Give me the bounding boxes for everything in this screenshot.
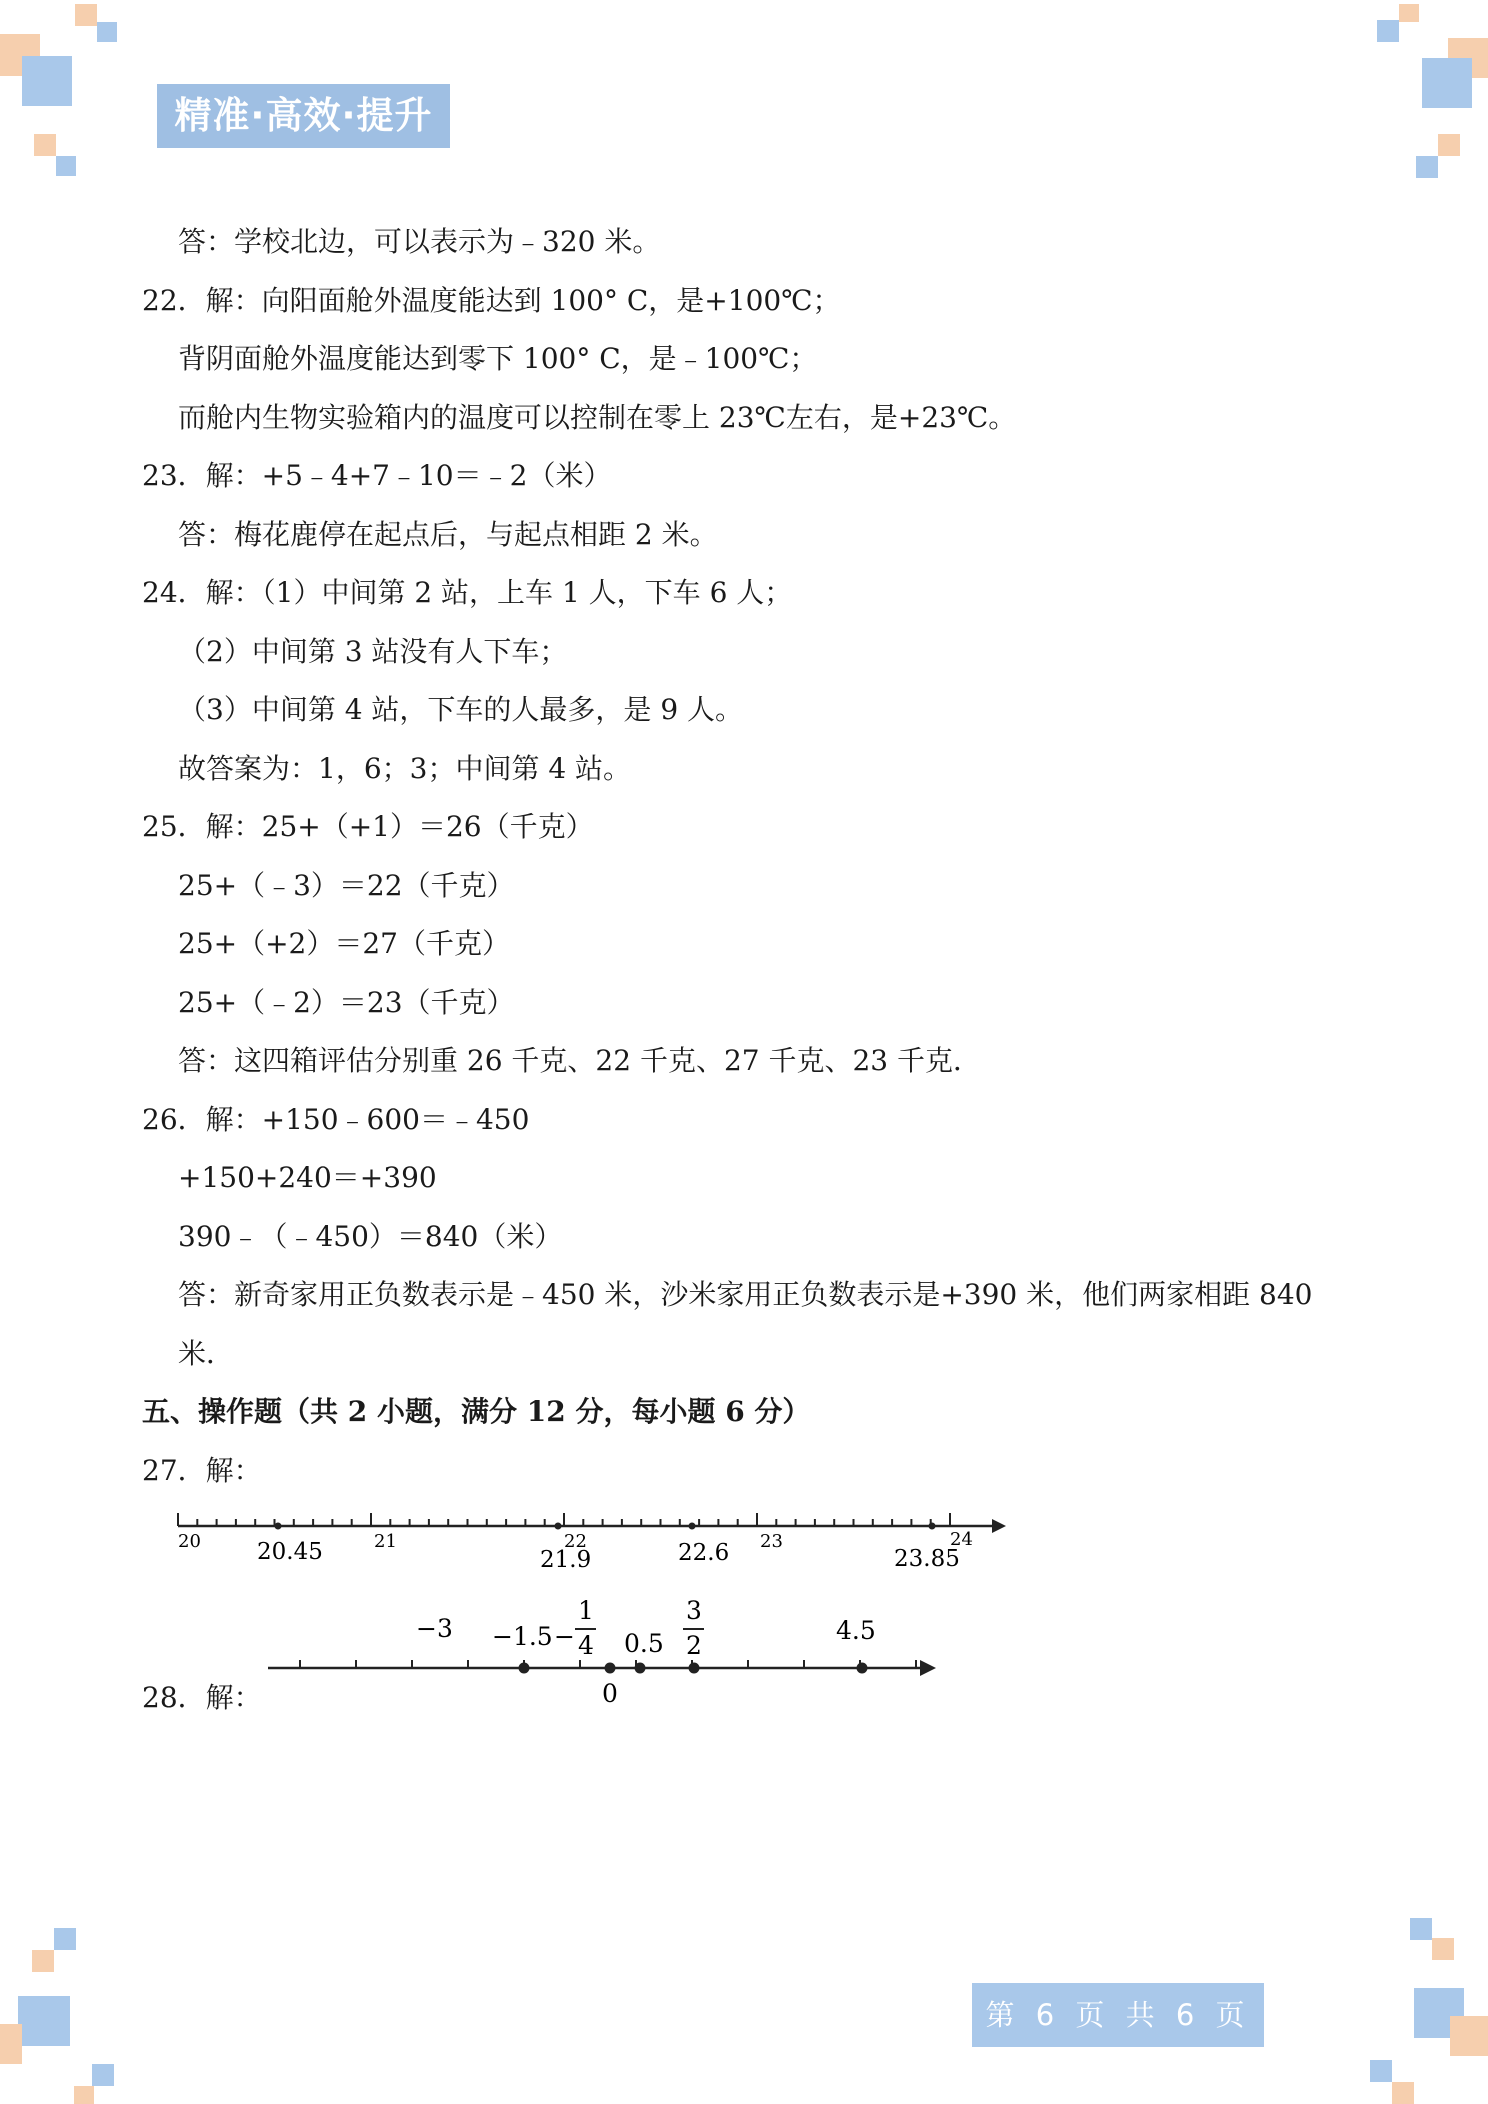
point-label: − <box>554 1622 575 1651</box>
page-number: 第 6 页 共 6 页 <box>972 1983 1264 2047</box>
fraction-denominator: 4 <box>578 1631 594 1660</box>
point-marker <box>275 1523 282 1530</box>
point-marker <box>555 1523 562 1530</box>
brand-badge: 精准·高效·提升 <box>157 84 450 148</box>
answer-line: 背阴面舱外温度能达到零下 100° C，是﹣100℃； <box>178 342 818 375</box>
point-label: 0.5 <box>624 1629 664 1658</box>
point-label: −3 <box>416 1614 453 1643</box>
section-title: 五、操作题（共 2 小题，满分 12 分，每小题 6 分） <box>142 1395 811 1428</box>
fraction-numerator: 3 <box>686 1596 702 1625</box>
answer-line: 25+（﹣3）＝22（千克） <box>178 869 515 902</box>
answer-line: 25．解：25+（+1）＝26（千克） <box>142 810 594 843</box>
q28-label: 28．解： <box>142 1681 262 1714</box>
point-marker <box>519 1663 530 1674</box>
point-label: 20.45 <box>257 1539 323 1565</box>
fraction-numerator: 1 <box>578 1596 594 1625</box>
answer-line: 答：梅花鹿停在起点后，与起点相距 2 米。 <box>178 518 718 551</box>
answer-line: +150+240＝+390 <box>178 1161 437 1194</box>
answer-line: 米． <box>178 1337 235 1370</box>
tick-label: 23 <box>760 1531 783 1552</box>
point-marker <box>689 1523 696 1530</box>
answer-line: 答：新奇家用正负数表示是﹣450 米，沙米家用正负数表示是+390 米，他们两家相距 840 <box>178 1278 1313 1311</box>
point-marker <box>605 1663 616 1674</box>
point-label: 4.5 <box>836 1616 876 1645</box>
answer-line: （2）中间第 3 站没有人下车； <box>178 635 568 668</box>
q27-number-line <box>170 1500 1010 1580</box>
point-marker <box>929 1523 936 1530</box>
answer-line: 25+（+2）＝27（千克） <box>178 927 510 960</box>
point-label: −1.5 <box>492 1622 553 1651</box>
point-label: 0 <box>602 1679 618 1708</box>
q27-label: 27．解： <box>142 1454 262 1487</box>
answer-line: 22．解：向阳面舱外温度能达到 100° C，是+100℃； <box>142 284 841 317</box>
answer-line: （3）中间第 4 站，下车的人最多，是 9 人。 <box>178 693 744 726</box>
answer-line: 23．解：+5﹣4+7﹣10＝﹣2（米） <box>142 459 612 492</box>
answer-line: 答：学校北边，可以表示为﹣320 米。 <box>178 225 661 258</box>
point-label: 21.9 <box>540 1547 592 1573</box>
point-label: 23.85 <box>894 1546 960 1572</box>
tick-label: 22 <box>564 1531 587 1552</box>
answer-line: 而舱内生物实验箱内的温度可以控制在零上 23℃左右，是+23℃。 <box>178 401 1017 434</box>
answer-line: 26．解：+150﹣600＝﹣450 <box>142 1103 530 1136</box>
tick-label: 24 <box>950 1529 973 1550</box>
tick-label: 21 <box>374 1531 397 1552</box>
point-label: 22.6 <box>678 1540 730 1566</box>
q28-number-line <box>260 1588 940 1718</box>
answer-line: 答：这四箱评估分别重 26 千克、22 千克、27 千克、23 千克． <box>178 1044 982 1077</box>
answer-line: 故答案为：1，6；3；中间第 4 站。 <box>178 752 632 785</box>
answer-line: 390﹣（﹣450）＝840（米） <box>178 1220 563 1253</box>
answer-line: 25+（﹣2）＝23（千克） <box>178 986 515 1019</box>
point-marker <box>689 1663 700 1674</box>
fraction-denominator: 2 <box>686 1631 702 1660</box>
point-marker <box>857 1663 868 1674</box>
tick-label: 20 <box>178 1531 201 1552</box>
answer-line: 24．解：（1）中间第 2 站，上车 1 人，下车 6 人； <box>142 576 793 609</box>
point-marker <box>635 1663 646 1674</box>
